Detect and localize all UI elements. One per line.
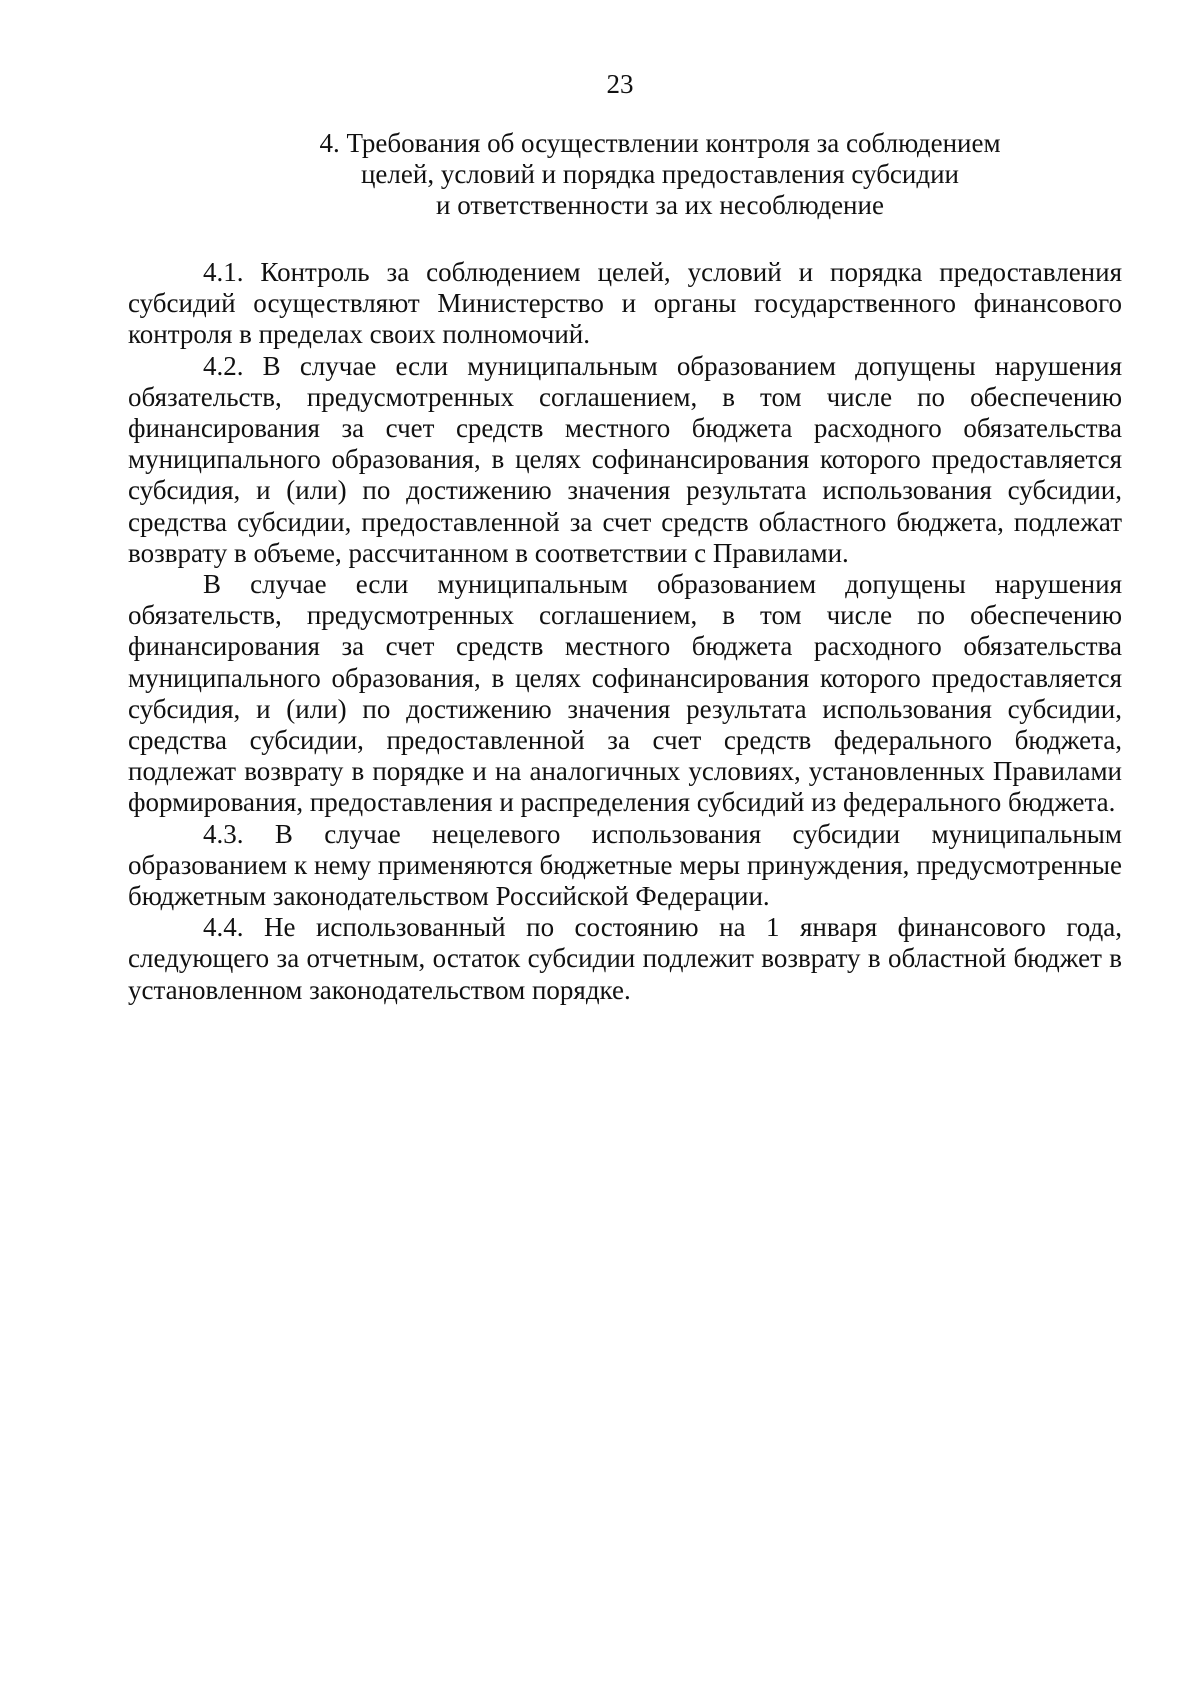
paragraph-4-4: 4.4. Не использованный по состоянию на 1 января финансового года, следующего за отчетным, остаток субсидии подлежит возврату в областной бюджет в установленном законодательством порядке. — [128, 912, 1122, 1005]
section-heading-line-1: 4. Требования об осуществлении контроля за соблюдением — [319, 128, 1001, 158]
paragraph-4-2-federal: В случае если муниципальным образованием допущены нарушения обязательств, предусмотренных соглашением, в том числе по обеспечению финансирования за счет средств местного бюджета расходного обязательства муниципального образования, в целях софинансирования которого предоставляется субсидия, и (или) по достижению значения результата использования субсидии, средства субсидии, предоставленной за счет средств федерального бюджета, подлежат возврату в порядке и на аналогичных условиях, установленных Правилами формирования, предоставления и распределения субсидий из федерального бюджета. — [128, 569, 1122, 818]
paragraph-4-2: 4.2. В случае если муниципальным образованием допущены нарушения обязательств, предусмотренных соглашением, в том числе по обеспечению финансирования за счет средств местного бюджета расходного обязательства муниципального образования, в целях софинансирования которого предоставляется субсидия, и (или) по достижению значения результата использования субсидии, средства субсидии, предоставленной за счет средств областного бюджета, подлежат возврату в объеме, рассчитанном в соответствии с Правилами. — [128, 350, 1122, 568]
section-heading-line-3: и ответственности за их несоблюдение — [436, 190, 884, 220]
section-heading — [250, 128, 1070, 221]
paragraph-4-1: 4.1. Контроль за соблюдением целей, условий и порядка предоставления субсидий осуществляют Министерство и органы государственного финансового контроля в пределах своих полномочий. — [128, 257, 1122, 350]
page-number: 23 — [606, 69, 634, 99]
section-heading-line-2: целей, условий и порядка предоставления субсидии — [360, 159, 960, 189]
document-body — [128, 257, 1122, 1006]
paragraph-4-3: 4.3. В случае нецелевого использования субсидии муниципальным образованием к нему применяются бюджетные меры принуждения, предусмотренные бюджетным законодательством Российской Федерации. — [128, 818, 1122, 912]
